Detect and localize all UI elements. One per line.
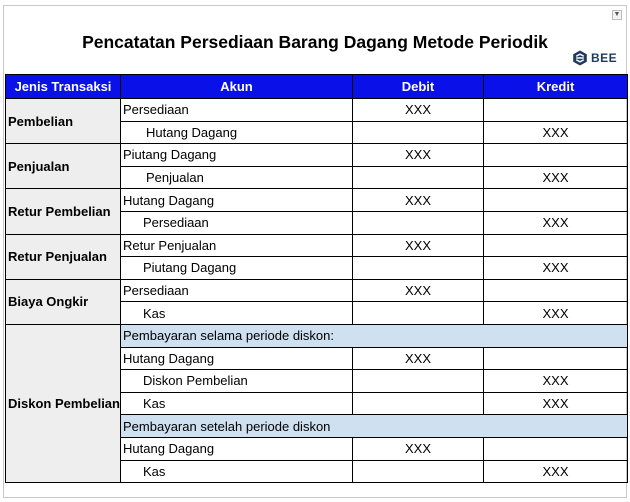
account-cell[interactable]: Kas — [121, 460, 353, 483]
transaction-type-cell[interactable]: Pembelian — [6, 99, 121, 144]
chevron-down-icon: ▼ — [613, 11, 621, 18]
debit-cell[interactable]: XXX — [353, 189, 484, 212]
account-cell[interactable]: Kas — [121, 392, 353, 415]
debit-cell[interactable]: XXX — [353, 144, 484, 167]
table-row — [6, 99, 628, 122]
kredit-cell[interactable]: XXX — [484, 302, 628, 325]
transaction-type-cell[interactable]: Biaya Ongkir — [6, 279, 121, 324]
debit-cell[interactable] — [353, 121, 484, 144]
brand-logo — [572, 49, 617, 67]
account-cell[interactable]: Persediaan — [121, 279, 353, 302]
transaction-type-cell[interactable]: Diskon Pembelian — [6, 324, 121, 482]
debit-cell[interactable]: XXX — [353, 279, 484, 302]
transaction-type-cell[interactable]: Penjualan — [6, 144, 121, 189]
table-row — [6, 324, 628, 347]
kredit-cell[interactable] — [484, 99, 628, 122]
header-akun: Akun — [121, 75, 353, 99]
debit-cell[interactable] — [353, 211, 484, 234]
transaction-type-cell[interactable]: Retur Penjualan — [6, 234, 121, 279]
kredit-cell[interactable]: XXX — [484, 460, 628, 483]
kredit-cell[interactable]: XXX — [484, 257, 628, 280]
account-cell[interactable]: Penjualan — [121, 166, 353, 189]
account-cell[interactable]: Kas — [121, 302, 353, 325]
debit-cell[interactable] — [353, 392, 484, 415]
kredit-cell[interactable] — [484, 234, 628, 257]
debit-cell[interactable] — [353, 460, 484, 483]
kredit-cell[interactable] — [484, 347, 628, 370]
account-cell[interactable]: Persediaan — [121, 99, 353, 122]
bee-logo-icon — [572, 50, 588, 66]
spreadsheet-sheet — [3, 5, 627, 498]
logo-text: BEE — [591, 51, 618, 65]
filter-dropdown-button[interactable] — [612, 10, 622, 20]
header-debit: Debit — [353, 75, 484, 99]
debit-cell[interactable] — [353, 257, 484, 280]
kredit-cell[interactable] — [484, 144, 628, 167]
kredit-cell[interactable]: XXX — [484, 121, 628, 144]
account-cell[interactable]: Piutang Dagang — [121, 257, 353, 280]
header-kredit: Kredit — [484, 75, 628, 99]
debit-cell[interactable] — [353, 166, 484, 189]
debit-cell[interactable]: XXX — [353, 347, 484, 370]
account-cell[interactable]: Hutang Dagang — [121, 347, 353, 370]
debit-cell[interactable] — [353, 370, 484, 393]
kredit-cell[interactable]: XXX — [484, 166, 628, 189]
debit-cell[interactable]: XXX — [353, 99, 484, 122]
table-header-row — [6, 75, 628, 99]
table-row — [6, 189, 628, 212]
table-row — [6, 279, 628, 302]
account-cell[interactable]: Retur Penjualan — [121, 234, 353, 257]
page-title: Pencatatan Persediaan Barang Dagang Metode Periodik — [82, 32, 548, 52]
account-cell[interactable]: Piutang Dagang — [121, 144, 353, 167]
section-note-cell[interactable]: Pembayaran selama periode diskon: — [121, 324, 628, 347]
kredit-cell[interactable]: XXX — [484, 370, 628, 393]
account-cell[interactable]: Hutang Dagang — [121, 189, 353, 212]
section-note-cell[interactable]: Pembayaran setelah periode diskon — [121, 415, 628, 438]
debit-cell[interactable]: XXX — [353, 437, 484, 460]
header-jenis-transaksi: Jenis Transaksi — [6, 75, 121, 99]
account-cell[interactable]: Persediaan — [121, 211, 353, 234]
journal-table — [5, 74, 628, 483]
transaction-type-cell[interactable]: Retur Pembelian — [6, 189, 121, 234]
account-cell[interactable]: Diskon Pembelian — [121, 370, 353, 393]
kredit-cell[interactable] — [484, 437, 628, 460]
account-cell[interactable]: Hutang Dagang — [121, 121, 353, 144]
table-row — [6, 144, 628, 167]
kredit-cell[interactable] — [484, 189, 628, 212]
debit-cell[interactable] — [353, 302, 484, 325]
kredit-cell[interactable]: XXX — [484, 211, 628, 234]
account-cell[interactable]: Hutang Dagang — [121, 437, 353, 460]
debit-cell[interactable]: XXX — [353, 234, 484, 257]
kredit-cell[interactable] — [484, 279, 628, 302]
kredit-cell[interactable]: XXX — [484, 392, 628, 415]
table-row — [6, 234, 628, 257]
